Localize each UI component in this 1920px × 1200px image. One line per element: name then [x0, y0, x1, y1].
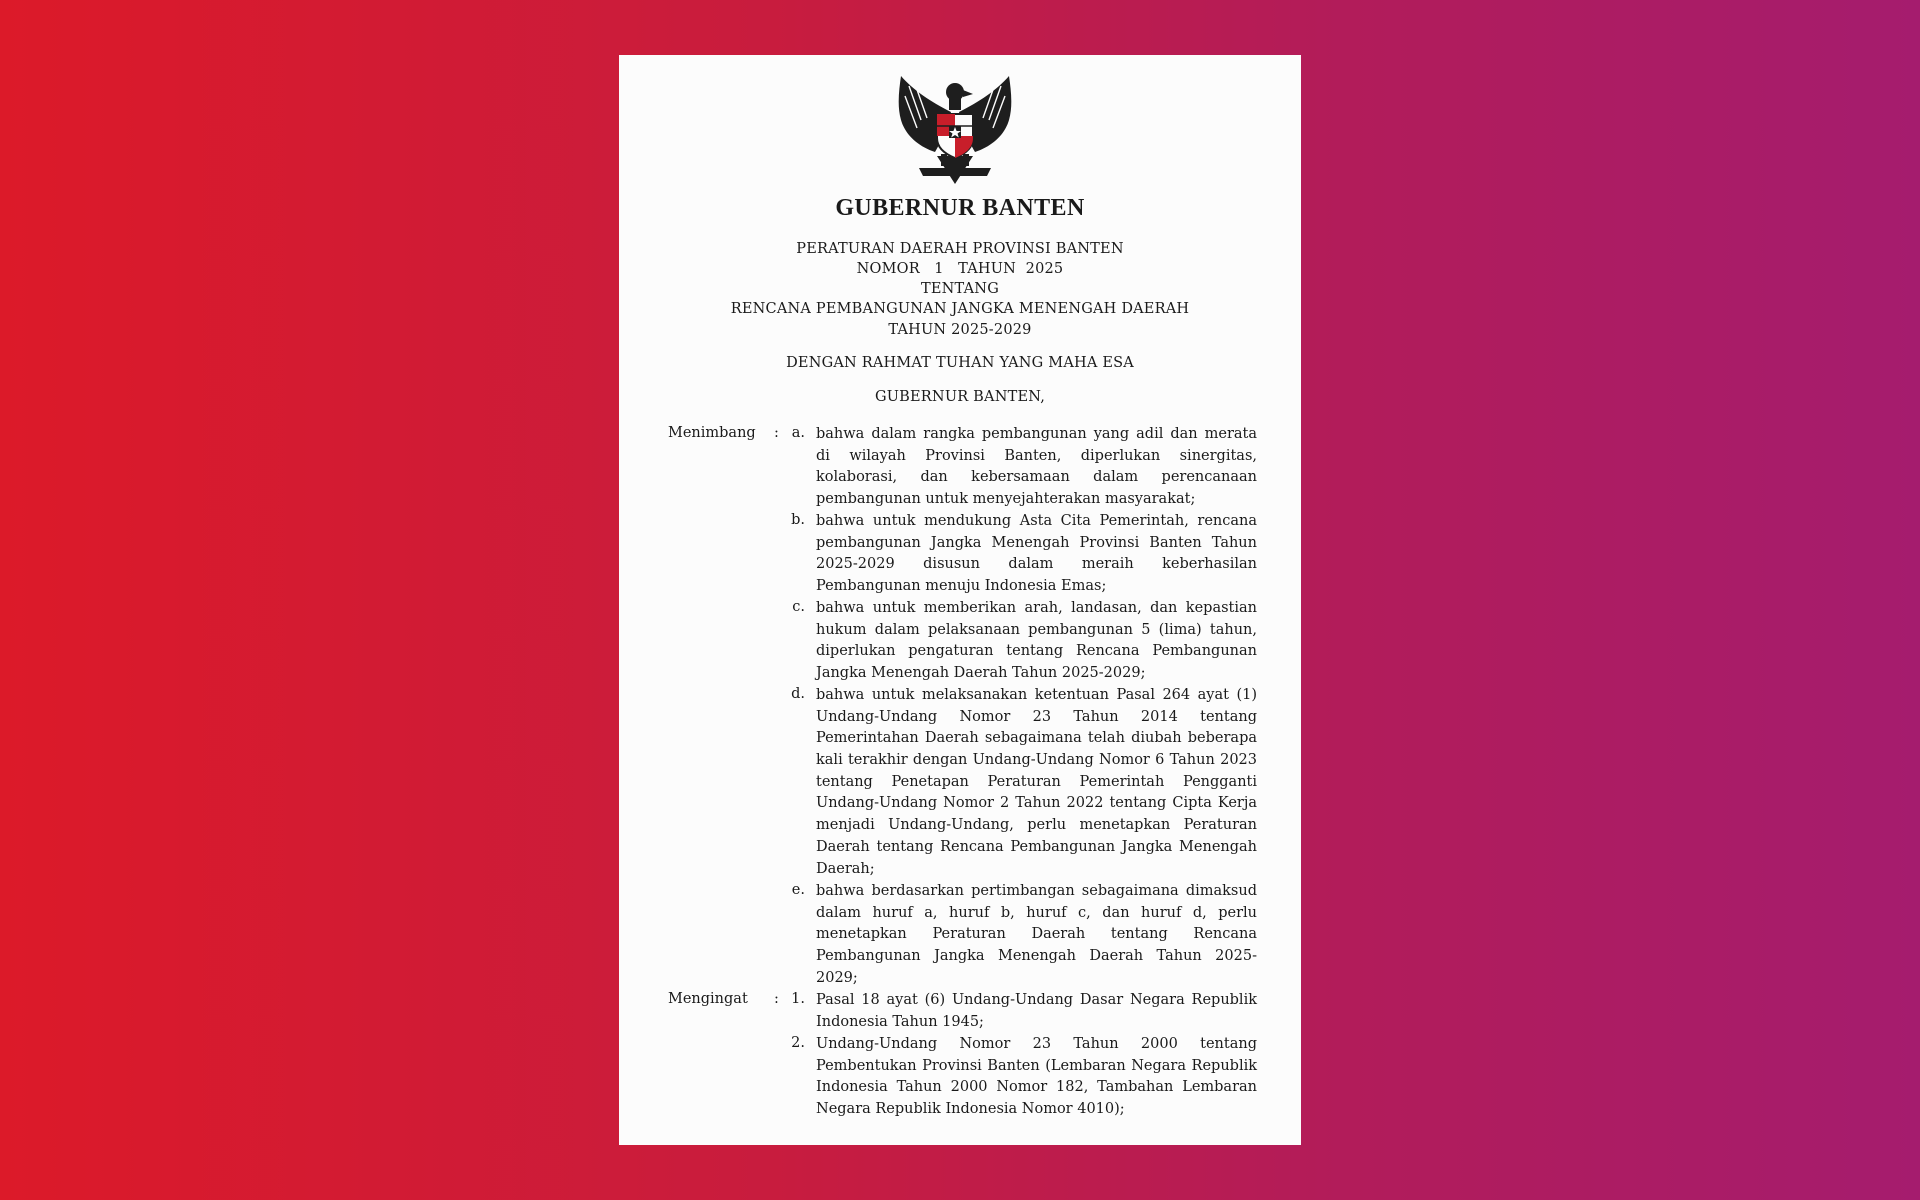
clause-line: bahwa untuk melaksanakan ketentuan Pasal 264 ayat (1)	[816, 687, 1257, 703]
clause-line: Indonesia Tahun 1945;	[816, 1013, 984, 1030]
menimbang-marker-b: b.	[791, 512, 805, 528]
clause-line: dalam huruf a, huruf b, huruf c, dan huruf d, perlu	[816, 904, 1257, 921]
clause-line: bahwa untuk memberikan arah, landasan, dan kepastian	[816, 600, 1257, 616]
clause-line: Pasal 18 ayat (6) Undang-Undang Dasar Negara Republik	[816, 992, 1257, 1008]
clause-line: 2029;	[816, 969, 858, 986]
clause-line: Pemerintahan Daerah sebagaimana telah diubah beberapa	[816, 730, 1257, 747]
clause-line: tentang Penetapan Peraturan Pemerintah Pengganti	[816, 773, 1257, 790]
mengingat-label: Mengingat	[668, 991, 748, 1007]
regulation-document-page	[619, 55, 1301, 1145]
clause-line: Undang-Undang Nomor 23 Tahun 2014 tentang	[816, 708, 1257, 725]
grace-invocation: DENGAN RAHMAT TUHAN YANG MAHA ESA	[786, 355, 1134, 371]
menimbang-colon: :	[774, 425, 779, 441]
clause-line: Pembangunan Jangka Menengah Daerah Tahun 2025-	[816, 948, 1257, 965]
governor-title: GUBERNUR BANTEN	[835, 195, 1085, 221]
mengingat-marker-2: 2.	[791, 1035, 805, 1051]
clause-line: hukum dalam pelaksanaan pembangunan 5 (lima) tahun,	[816, 621, 1257, 638]
clause-line: kolaborasi, dan kebersamaan dalam perencanaan	[816, 469, 1257, 486]
menimbang-item-a	[816, 424, 1257, 511]
clause-line: Indonesia Tahun 2000 Nomor 182, Tambahan Lembaran	[816, 1079, 1257, 1096]
about-heading: TENTANG	[921, 281, 999, 297]
clause-line: diperlukan pengaturan tentang Rencana Pembangunan	[816, 643, 1257, 660]
menimbang-marker-d: d.	[791, 686, 805, 702]
clause-line: kali terakhir dengan Undang-Undang Nomor 6 Tahun 2023	[816, 752, 1257, 769]
mengingat-item-2	[816, 1034, 1257, 1121]
enactor-title: GUBERNUR BANTEN,	[874, 389, 1046, 405]
mengingat-colon: :	[774, 991, 779, 1007]
clause-line: Jangka Menengah Daerah Tahun 2025-2029;	[816, 665, 1146, 682]
regulation-number: NOMOR 1 TAHUN 2025	[856, 261, 1064, 277]
menimbang-label: Menimbang	[668, 425, 756, 441]
clause-line: bahwa untuk mendukung Asta Cita Pemerintah, rencana	[816, 513, 1257, 529]
mengingat-marker-1: 1.	[791, 991, 805, 1007]
clause-line: Undang-Undang Nomor 2 Tahun 2022 tentang Cipta Kerja	[816, 795, 1257, 812]
clause-line: 2025-2029 disusun dalam meraih keberhasilan	[816, 556, 1257, 573]
clause-line: Daerah;	[816, 860, 875, 877]
menimbang-marker-e: e.	[791, 882, 805, 898]
clause-line: di wilayah Provinsi Banten, diperlukan sinergitas,	[816, 447, 1257, 464]
menimbang-marker-a: a.	[791, 425, 805, 441]
menimbang-item-e	[816, 881, 1257, 989]
clause-line: menjadi Undang-Undang, perlu menetapkan Peraturan	[816, 817, 1257, 834]
clause-line: Pembangunan menuju Indonesia Emas;	[816, 578, 1107, 595]
regulation-type: PERATURAN DAERAH PROVINSI BANTEN	[796, 241, 1124, 257]
menimbang-item-d	[816, 685, 1257, 880]
regulation-period: TAHUN 2025-2029	[888, 322, 1032, 338]
regulation-subject: RENCANA PEMBANGUNAN JANGKA MENENGAH DAERAH	[730, 301, 1190, 317]
clause-line: pembangunan Jangka Menengah Provinsi Banten Tahun	[816, 534, 1257, 551]
clause-line: pembangunan untuk menyejahterakan masyarakat;	[816, 491, 1196, 508]
mengingat-item-1	[816, 990, 1257, 1033]
clause-line: menetapkan Peraturan Daerah tentang Rencana	[816, 926, 1257, 943]
clause-line: Undang-Undang Nomor 23 Tahun 2000 tentang	[816, 1036, 1257, 1052]
clause-line: bahwa dalam rangka pembangunan yang adil dan merata	[816, 426, 1257, 442]
menimbang-item-b	[816, 511, 1257, 598]
clause-line: Negara Republik Indonesia Nomor 4010);	[816, 1101, 1125, 1118]
menimbang-marker-c: c.	[792, 599, 805, 615]
clause-line: bahwa berdasarkan pertimbangan sebagaimana dimaksud	[816, 883, 1257, 899]
menimbang-item-c	[816, 598, 1257, 685]
clause-line: Pembentukan Provinsi Banten (Lembaran Negara Republik	[816, 1057, 1257, 1074]
garuda-pancasila-emblem-icon	[891, 72, 1019, 187]
clause-line: Daerah tentang Rencana Pembangunan Jangka Menengah	[816, 838, 1257, 855]
